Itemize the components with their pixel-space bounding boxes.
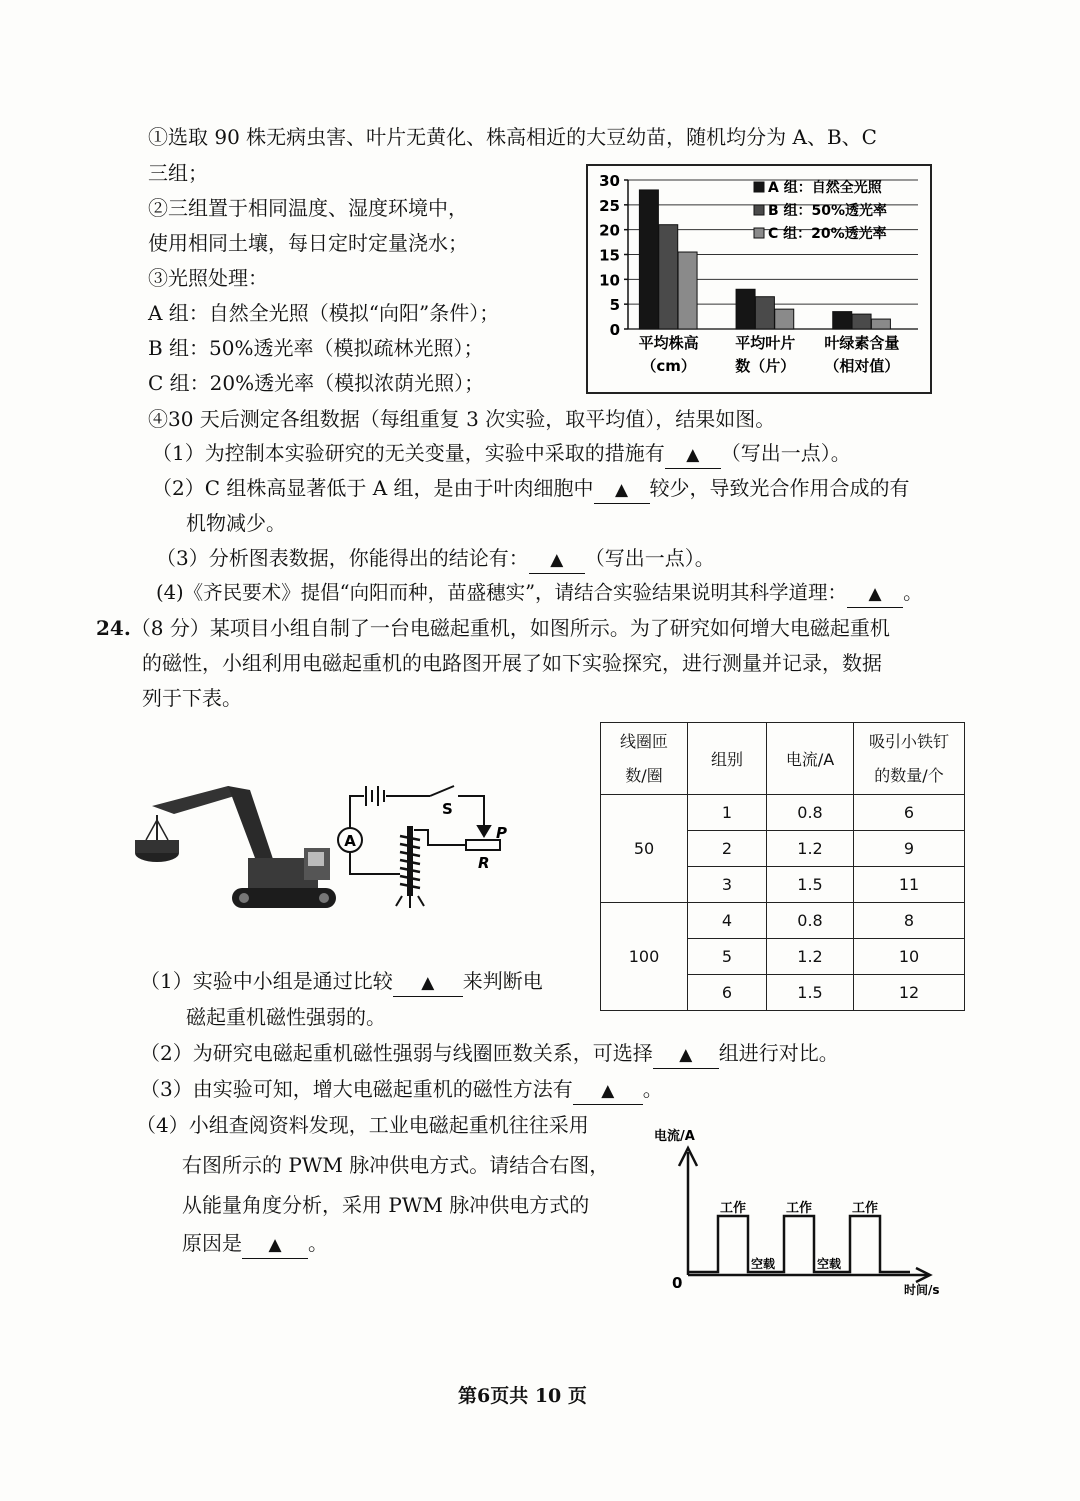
y-tick-label: 25 (599, 196, 620, 215)
q24-2 (140, 1040, 839, 1069)
work-label: 工作 (786, 1201, 813, 1216)
step-4: ④30 天后测定各组数据（每组重复 3 次实验，取平均值），结果如图。 (148, 407, 776, 431)
bar (659, 225, 678, 329)
current-cell: 1.2 (767, 939, 854, 975)
q24-4-tail: 。 (308, 1231, 328, 1255)
group-cell: 4 (688, 903, 767, 939)
current-cell: 1.5 (767, 867, 854, 903)
q23-2 (152, 475, 910, 504)
bar-chart-frame (586, 164, 932, 394)
blank-marker: ▲ (268, 1235, 282, 1255)
rheostat (466, 840, 500, 850)
table-row (601, 903, 965, 939)
rheostat-label: R (478, 854, 490, 872)
group-cell: 2 (688, 831, 767, 867)
group-c-desc: C 组：20%透光率（模拟浓荫光照）； (148, 371, 485, 395)
page-footer: 第6页共 10 页 (458, 1385, 587, 1407)
q23-4-tail: 。 (903, 581, 923, 604)
header-current: 电流/A (767, 723, 854, 795)
idle-label: 空载 (751, 1257, 776, 1271)
data-table (600, 722, 965, 1011)
q24-intro-line-3: 列于下表。 (142, 686, 242, 710)
crane-circuit-figure (128, 770, 528, 920)
crane-illustration (135, 786, 336, 908)
category-label: 平均株高 (638, 334, 699, 352)
current-cell: 1.5 (767, 975, 854, 1011)
current-cell: 0.8 (767, 903, 854, 939)
blank-marker: ▲ (615, 480, 629, 500)
group-b-desc: B 组：50%透光率（模拟疏林光照）； (148, 336, 484, 360)
blank-marker: ▲ (868, 584, 882, 604)
q24-4-line-4 (182, 1230, 328, 1259)
nails-cell: 11 (854, 867, 965, 903)
switch-blade (430, 786, 454, 796)
nails-cell: 10 (854, 939, 965, 975)
bar (639, 190, 658, 329)
q24-intro-text: （8 分）某项目小组自制了一台电磁起重机，如图所示。为了研究如何增大电磁起重机 (130, 616, 890, 640)
answer-blank[interactable] (847, 580, 903, 608)
header-nails-line-1: 吸引小铁钉 (868, 731, 949, 751)
step-1-line-1: ①选取 90 株无病虫害、叶片无黄化、株高相近的大豆幼苗，随机均分为 A、B、C (148, 125, 877, 149)
q24-4-line-2: 右图所示的 PWM 脉冲供电方式。请结合右图， (182, 1153, 610, 1177)
q24-1 (140, 968, 543, 997)
category-label: （相对值） (824, 357, 900, 375)
nails-cell: 9 (854, 831, 965, 867)
group-cell: 6 (688, 975, 767, 1011)
idle-label: 空载 (817, 1257, 842, 1271)
turns-cell: 100 (601, 903, 688, 1011)
answer-blank[interactable] (594, 475, 650, 504)
step-2-line-2: 使用相同土壤，每日定时定量浇水； (148, 231, 468, 255)
bar (833, 312, 852, 329)
slider-arrow (478, 826, 490, 836)
q23-3-text: （3）分析图表数据，你能得出的结论有： (156, 546, 529, 570)
origin-label: 0 (672, 1274, 683, 1292)
group-cell: 3 (688, 867, 767, 903)
magnet-body (135, 840, 179, 853)
legend-swatch (754, 228, 764, 238)
q23-4 (156, 580, 923, 608)
q24-2-tail: 组进行对比。 (718, 1041, 839, 1065)
q23-2-continued: 机物减少。 (186, 511, 286, 535)
y-tick-label: 5 (609, 296, 620, 315)
q23-4-text: (4)《齐民要术》提倡“向阳而种，苗盛穗实”，请结合实验结果说明其科学道理： (156, 581, 848, 604)
turns-cell: 50 (601, 795, 688, 903)
switch-label: S (442, 800, 453, 818)
current-cell: 1.2 (767, 831, 854, 867)
wire-left-top (350, 796, 364, 828)
wire-rheostat (414, 830, 466, 845)
ammeter-label: A (344, 832, 356, 850)
legend-swatch (754, 182, 764, 192)
current-cell: 0.8 (767, 795, 854, 831)
q24-4-line-3: 从能量角度分析，采用 PWM 脉冲供电方式的 (182, 1193, 590, 1217)
header-group: 组别 (688, 723, 767, 795)
wire-right (458, 796, 484, 830)
category-label: 叶绿素含量 (824, 334, 900, 352)
blank-marker: ▲ (679, 1045, 693, 1065)
header-turns-line-2: 数/圈 (625, 765, 663, 785)
iron-nails (396, 896, 424, 908)
q24-intro-line-2: 的磁性，小组利用电磁起重机的电路图开展了如下实验探究，进行测量并记录，数据 (142, 651, 882, 675)
q23-1 (152, 440, 851, 469)
answer-blank[interactable] (653, 1040, 719, 1069)
header-turns-line-1: 线圈匝 (619, 731, 668, 751)
q24-4-text: 原因是 (182, 1231, 242, 1255)
header-nails-line-2: 的数量/个 (874, 765, 944, 785)
step-3: ③光照处理： (148, 266, 268, 290)
q24-1-continued: 磁起重机磁性强弱的。 (186, 1005, 386, 1029)
q24-intro-line-1 (96, 615, 890, 641)
nails-cell: 6 (854, 795, 965, 831)
blank-marker: ▲ (601, 1081, 615, 1101)
group-a-desc: A 组：自然全光照（模拟“向阳”条件）； (148, 301, 500, 325)
nails-cell: 8 (854, 903, 965, 939)
group-cell: 5 (688, 939, 767, 975)
group-cell: 1 (688, 795, 767, 831)
x-axis-label: 时间/s (904, 1283, 940, 1297)
y-axis-label: 电流/A (654, 1129, 695, 1144)
header-turns (601, 723, 688, 795)
y-tick-label: 10 (599, 271, 620, 290)
q23-1-text: （1）为控制本实验研究的无关变量，实验中采取的措施有 (152, 441, 665, 465)
circuit-diagram (338, 786, 500, 908)
legend-label: B 组：50%透光率 (768, 203, 888, 219)
work-label: 工作 (852, 1201, 879, 1216)
q23-3 (156, 545, 715, 574)
y-tick-label: 20 (599, 221, 620, 240)
bar (678, 252, 697, 329)
q23-2-text: （2）C 组株高显著低于 A 组，是由于叶肉细胞中 (152, 476, 594, 500)
category-label: 平均叶片 (735, 334, 796, 352)
q24-4-line-1: （4）小组查阅资料发现，工业电磁起重机往往采用 (136, 1113, 589, 1137)
bar (775, 309, 794, 329)
q24-2-text: （2）为研究电磁起重机磁性强弱与线圈匝数关系，可选择 (140, 1041, 653, 1065)
category-label: （cm） (641, 357, 696, 375)
blank-marker: ▲ (421, 973, 435, 993)
slider-label: P (496, 824, 507, 842)
answer-blank[interactable] (573, 1076, 643, 1105)
q23-1-tail: （写出一点）。 (720, 441, 851, 465)
nails-cell: 12 (854, 975, 965, 1011)
y-tick-label: 0 (609, 321, 620, 339)
blank-marker: ▲ (550, 550, 564, 570)
answer-blank[interactable] (393, 968, 463, 997)
answer-blank[interactable] (529, 545, 585, 574)
q23-2-tail: 较少，导致光合作用合成的有 (649, 476, 910, 500)
y-tick-label: 30 (599, 172, 620, 190)
pwm-graph (650, 1120, 950, 1305)
question-number: 24. (96, 616, 131, 640)
category-label: 数（片） (735, 357, 796, 375)
bar (871, 319, 890, 329)
bar-chart (588, 166, 930, 392)
answer-blank[interactable] (242, 1230, 308, 1259)
legend-swatch (754, 205, 764, 215)
q23-3-tail: （写出一点）。 (584, 546, 715, 570)
step-1-line-2: 三组； (148, 161, 208, 185)
answer-blank[interactable] (665, 440, 721, 469)
bar (736, 289, 755, 329)
y-tick-label: 15 (599, 246, 620, 265)
legend-label: C 组：20%透光率 (768, 226, 887, 242)
q24-3-text: （3）由实验可知，增大电磁起重机的磁性方法有 (140, 1077, 573, 1101)
table-row (601, 795, 965, 831)
q24-3 (140, 1076, 663, 1105)
pwm-waveform (688, 1216, 910, 1272)
blank-marker: ▲ (686, 445, 700, 465)
q24-1-tail: 来判断电 (462, 969, 543, 993)
bar (755, 297, 774, 329)
step-2-line-1: ②三组置于相同温度、湿度环境中， (148, 196, 468, 220)
wire-left-bottom (350, 852, 400, 874)
q24-1-text: （1）实验中小组是通过比较 (140, 969, 393, 993)
legend-label: A 组：自然全光照 (768, 180, 882, 196)
work-label: 工作 (720, 1201, 747, 1216)
header-nails (854, 723, 965, 795)
q24-3-tail: 。 (642, 1077, 663, 1101)
bar (852, 314, 871, 329)
cab-window (308, 852, 324, 866)
